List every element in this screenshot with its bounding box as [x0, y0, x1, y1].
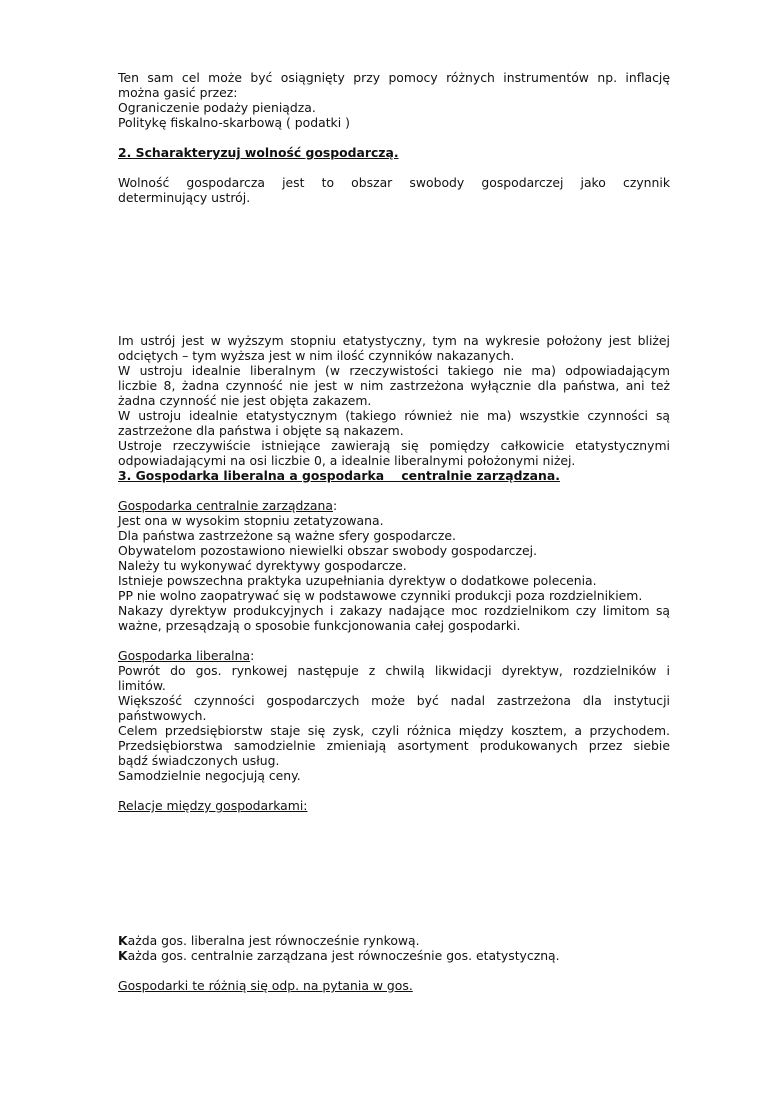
relation-text: ażda gos. centralnie zarządzana jest równocześnie gos. etatystyczną.: [127, 948, 560, 963]
central-line: Nakazy dyrektyw produkcyjnych i zakazy nadające moc rozdzielnikom czy limitom są: [118, 603, 670, 618]
section-2-heading: 2. Scharakteryzuj wolność gospodarczą.: [118, 145, 399, 160]
intro-line: Ograniczenie podaży pieniądza.: [118, 100, 316, 115]
central-line: Istnieje powszechna praktyka uzupełniania dyrektyw o dodatkowe polecenia.: [118, 573, 597, 588]
liberal-line: państwowych.: [118, 708, 207, 723]
paragraph-line: zastrzeżone dla państwa i objęte są nakazem.: [118, 423, 404, 438]
figure-placeholder: [118, 205, 670, 333]
document-page: [118, 70, 670, 993]
liberal-line: Powrót do gos. rynkowej następuje z chwilą likwidacji dyrektyw, rozdzielników i: [118, 663, 670, 678]
relation-text: ażda gos. liberalna jest równocześnie rynkową.: [127, 933, 420, 948]
relation-initial: K: [118, 948, 128, 963]
paragraph-line: odpowiadającymi na osi liczbie 0, a idealnie liberalnymi położonymi niżej.: [118, 453, 576, 468]
liberal-line: bądź świadczonych usług.: [118, 753, 280, 768]
paragraph-line: żadna czynność nie jest objęta zakazem.: [118, 393, 372, 408]
section-3-heading: 3. Gospodarka liberalna a gospodarka centralnie zarządzana.: [118, 468, 560, 483]
relation-initial: K: [118, 933, 128, 948]
definition-line: Wolność gospodarcza jest to obszar swobody gospodarczej jako czynnik: [118, 175, 670, 190]
central-line: Należy tu wykonywać dyrektywy gospodarcze.: [118, 558, 407, 573]
paragraph-line: odciętych – tym wyższa jest w nim ilość czynników nakazanych.: [118, 348, 515, 363]
central-title-row: Gospodarka centralnie zarządzana:: [118, 498, 338, 513]
intro-line: Ten sam cel może być osiągnięty przy pomocy różnych instrumentów np. inflację: [118, 70, 670, 85]
liberal-line: Przedsiębiorstwa samodzielnie zmieniają asortyment produkowanych przez siebie: [118, 738, 670, 753]
central-line: Obywatelom pozostawiono niewielki obszar swobody gospodarczej.: [118, 543, 538, 558]
final-line: Gospodarki te różnią się odp. na pytania w gos.: [118, 978, 413, 993]
paragraph-line: Ustroje rzeczywiście istniejące zawierają się pomiędzy całkowicie etatystycznymi: [118, 438, 670, 453]
liberal-line: limitów.: [118, 678, 166, 693]
paragraph-line: W ustroju idealnie liberalnym (w rzeczywistości takiego nie ma) odpowiadającym: [118, 363, 670, 378]
liberal-line: Celem przedsiębiorstw staje się zysk, czyli różnica między kosztem, a przychodem.: [118, 723, 670, 738]
paragraph-line: Im ustrój jest w wyższym stopniu etatystyczny, tym na wykresie położony jest bliżej: [118, 333, 670, 348]
final-line-row: [118, 978, 670, 993]
liberal-title: Gospodarka liberalna: [118, 648, 251, 663]
central-line: Dla państwa zastrzeżone są ważne sfery gospodarcze.: [118, 528, 456, 543]
definition-line: determinujący ustrój.: [118, 190, 251, 205]
liberal-line: Większość czynności gospodarczych może być nadal zastrzeżona dla instytucji: [118, 693, 670, 708]
central-title: Gospodarka centralnie zarządzana: [118, 498, 333, 513]
intro-line: można gasić przez:: [118, 85, 238, 100]
relations-title-row: [118, 798, 670, 813]
liberal-title-row: Gospodarka liberalna:: [118, 648, 255, 663]
paragraph-line: W ustroju idealnie etatystycznym (takiego również nie ma) wszystkie czynności są: [118, 408, 670, 423]
relation-line: [118, 933, 670, 948]
central-line: PP nie wolno zaopatrywać się w podstawowe czynniki produkcji poza rozdzielnikiem.: [118, 588, 643, 603]
central-line: ważne, przesądzają o sposobie funkcjonowania całej gospodarki.: [118, 618, 521, 633]
intro-line: Politykę fiskalno-skarbową ( podatki ): [118, 115, 350, 130]
liberal-line: Samodzielnie negocjują ceny.: [118, 768, 301, 783]
relation-line: [118, 948, 670, 963]
central-line: Jest ona w wysokim stopniu zetatyzowana.: [118, 513, 384, 528]
paragraph-line: liczbie 8, żadna czynność nie jest w nim zastrzeżona wyłącznie dla państwa, ani też: [118, 378, 670, 393]
relations-title: Relacje między gospodarkami:: [118, 798, 308, 813]
figure-placeholder: [118, 813, 670, 933]
